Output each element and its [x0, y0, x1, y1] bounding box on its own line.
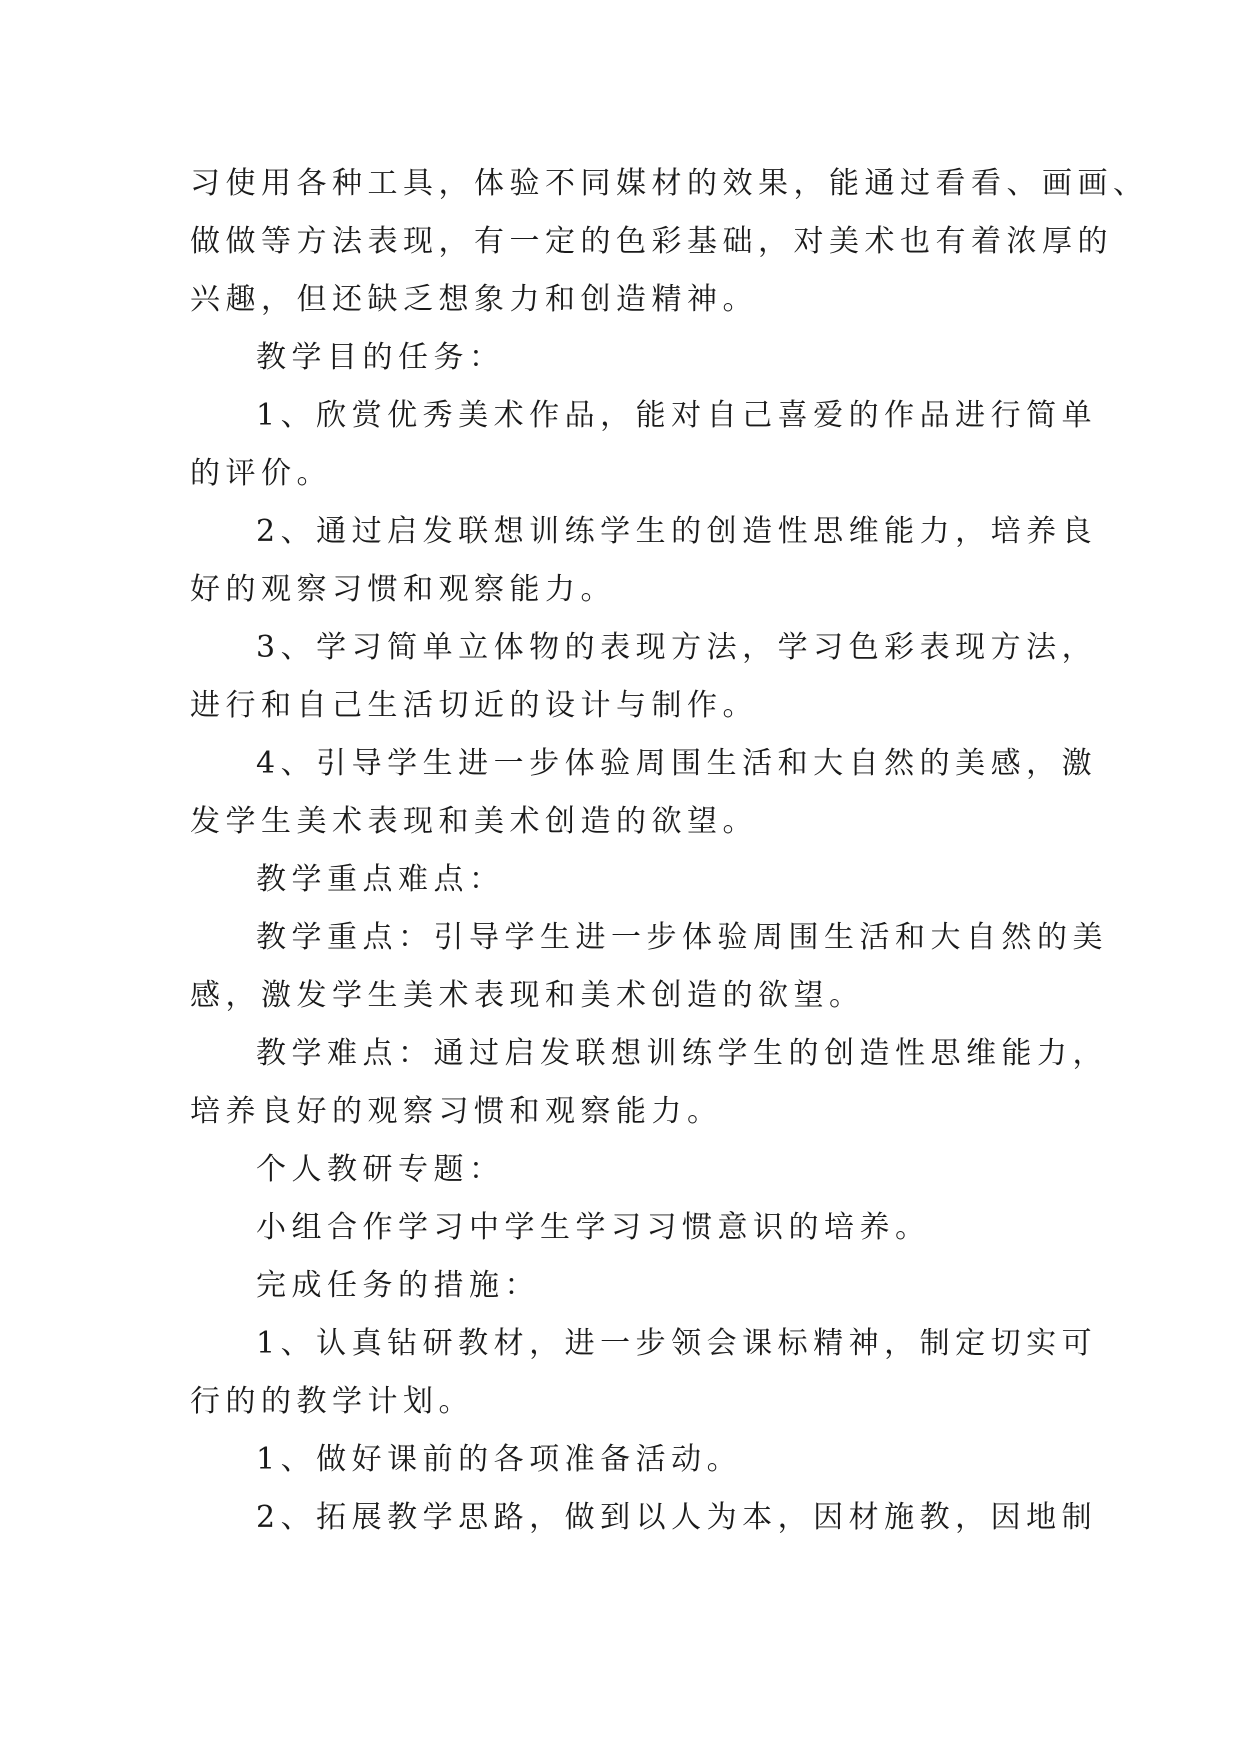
text-line: 做做等方法表现，有一定的色彩基础，对美术也有着浓厚的	[190, 224, 1113, 259]
text-line: 发学生美术表现和美术创造的欲望。	[190, 804, 758, 839]
text-line: 好的观察习惯和观察能力。	[190, 572, 616, 607]
text-line: 的评价。	[190, 456, 332, 491]
text-line: 行的的教学计划。	[190, 1384, 474, 1419]
text-line: 兴趣，但还缺乏想象力和创造精神。	[190, 282, 758, 317]
list-item: 4、引导学生进一步体验周围生活和大自然的美感，激	[256, 746, 1098, 781]
section-heading: 教学重点难点：	[256, 862, 505, 897]
section-heading: 教学目的任务：	[256, 340, 505, 375]
list-item: 1、欣赏优秀美术作品，能对自己喜爱的作品进行简单	[256, 398, 1098, 433]
text-line: 习使用各种工具，体验不同媒材的效果，能通过看看、画画、	[190, 166, 1149, 201]
section-heading: 个人教研专题：	[256, 1152, 505, 1187]
text-line: 培养良好的观察习惯和观察能力。	[190, 1094, 723, 1129]
paragraph-line: 教学重点：引导学生进一步体验周围生活和大自然的美	[256, 920, 1108, 955]
list-item: 3、学习简单立体物的表现方法，学习色彩表现方法，	[256, 630, 1098, 665]
list-item: 1、认真钻研教材，进一步领会课标精神，制定切实可	[256, 1326, 1098, 1361]
document-body	[190, 155, 1149, 1547]
paragraph-line: 小组合作学习中学生学习习惯意识的培养。	[256, 1210, 931, 1245]
section-heading: 完成任务的措施：	[256, 1268, 540, 1303]
list-item: 2、通过启发联想训练学生的创造性思维能力，培养良	[256, 514, 1098, 549]
list-item: 1、做好课前的各项准备活动。	[256, 1442, 743, 1477]
list-item: 2、拓展教学思路，做到以人为本，因材施教，因地制	[256, 1500, 1098, 1535]
paragraph-line: 教学难点：通过启发联想训练学生的创造性思维能力，	[256, 1036, 1108, 1071]
text-line: 感，激发学生美术表现和美术创造的欲望。	[190, 978, 865, 1013]
text-line: 进行和自己生活切近的设计与制作。	[190, 688, 758, 723]
